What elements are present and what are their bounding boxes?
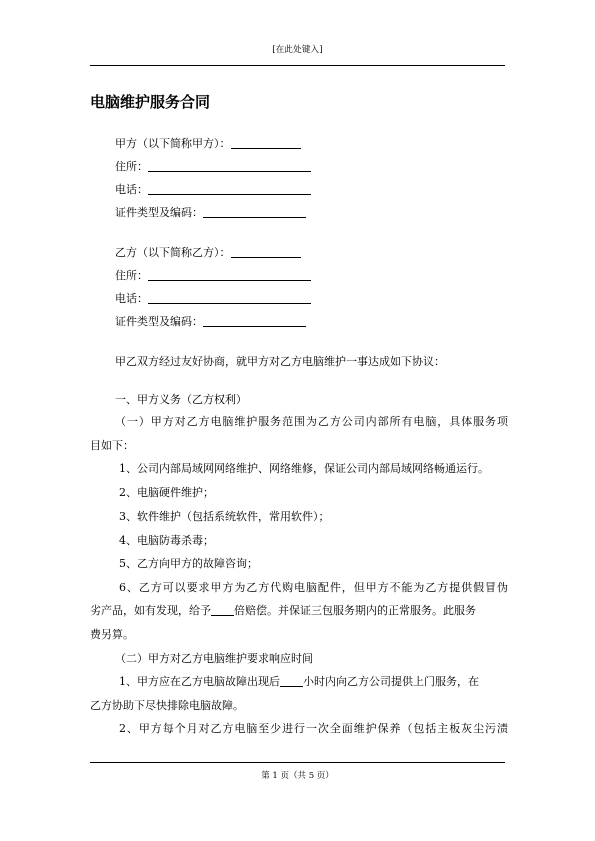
party-a-id-row xyxy=(115,205,533,221)
party-b-id-row xyxy=(115,314,533,330)
party-a-address-field[interactable] xyxy=(148,159,311,172)
party-a-phone-label: 电话： xyxy=(115,183,148,196)
response-hours-field[interactable] xyxy=(280,674,303,687)
item-6-line-2 xyxy=(90,603,508,619)
list-item: 5、乙方向甲方的故障咨询； xyxy=(119,557,258,570)
party-a-phone-field[interactable] xyxy=(148,182,311,195)
party-a-phone-row xyxy=(115,182,533,198)
item-6-line-3: 费另算。 xyxy=(90,628,134,641)
party-a-address-row xyxy=(115,159,533,175)
party-b-id-field[interactable] xyxy=(203,314,306,327)
sub-2-item-1-line-1 xyxy=(119,674,537,690)
party-a-address-label: 住所： xyxy=(115,160,148,173)
response-text-before: 1、甲方应在乙方电脑故障出现后 xyxy=(119,675,280,688)
party-b-address-row xyxy=(115,268,533,284)
party-b-phone-label: 电话： xyxy=(115,292,148,305)
party-b-address-label: 住所： xyxy=(115,269,148,282)
item-6-text-before: 劣产品，如有发现，给予 xyxy=(90,604,211,617)
party-b-phone-field[interactable] xyxy=(148,291,311,304)
party-b-name-field[interactable] xyxy=(231,245,301,258)
party-a-id-field[interactable] xyxy=(203,205,306,218)
sub-1-line-1: （一）甲方对乙方电脑维护服务范围为乙方公司内部所有电脑，具体服务项 xyxy=(115,415,508,428)
header-divider xyxy=(90,65,505,66)
compensation-multiplier-field[interactable] xyxy=(211,603,234,616)
party-b-phone-row xyxy=(115,291,533,307)
list-item: 1、公司内部局域网网络维护、网络维修，保证公司内部局域网络畅通运行。 xyxy=(119,462,489,475)
list-item: 2、电脑硬件维护； xyxy=(119,486,214,499)
document-title: 电脑维护服务合同 xyxy=(90,93,211,111)
party-b-name-row xyxy=(115,245,533,261)
party-b-address-field[interactable] xyxy=(148,268,311,281)
party-b-name-label: 乙方（以下简称乙方）： xyxy=(115,246,231,259)
list-item: 3、软件维护（包括系统软件，常用软件）； xyxy=(119,510,330,523)
sub-2-item-2-line-1: 2、甲方每个月对乙方电脑至少进行一次全面维护保养（包括主板灰尘污渍 xyxy=(119,722,508,735)
item-6-line-1: 6、乙方可以要求甲方为乙方代购电脑配件，但甲方不能为乙方提供假冒伪 xyxy=(119,581,508,594)
section-1-heading: 一、甲方义务（乙方权利） xyxy=(115,393,247,406)
party-a-name-row xyxy=(115,136,533,152)
page-header[interactable]: [在此处键入] xyxy=(272,45,323,55)
page-number: 第 1 页（共 5 页） xyxy=(261,771,334,781)
list-item: 4、电脑防毒杀毒； xyxy=(119,534,214,547)
response-text-after: 小时内向乙方公司提供上门服务，在 xyxy=(303,675,479,688)
party-a-name-label: 甲方（以下简称甲方）： xyxy=(115,137,231,150)
party-a-id-label: 证件类型及编码： xyxy=(115,206,203,219)
party-a-name-field[interactable] xyxy=(231,136,301,149)
intro-paragraph: 甲乙双方经过友好协商，就甲方对乙方电脑维护一事达成如下协议： xyxy=(115,355,445,368)
sub-2-item-1-line-2: 乙方协助下尽快排除电脑故障。 xyxy=(90,699,244,712)
party-b-id-label: 证件类型及编码： xyxy=(115,315,203,328)
sub-1-line-2: 目如下： xyxy=(90,439,134,452)
sub-2-heading: （二）甲方对乙方电脑维护要求响应时间 xyxy=(115,652,313,665)
footer-divider xyxy=(90,762,505,763)
item-6-text-after: 倍赔偿。并保证三包服务期内的正常服务。此服务 xyxy=(234,604,476,617)
